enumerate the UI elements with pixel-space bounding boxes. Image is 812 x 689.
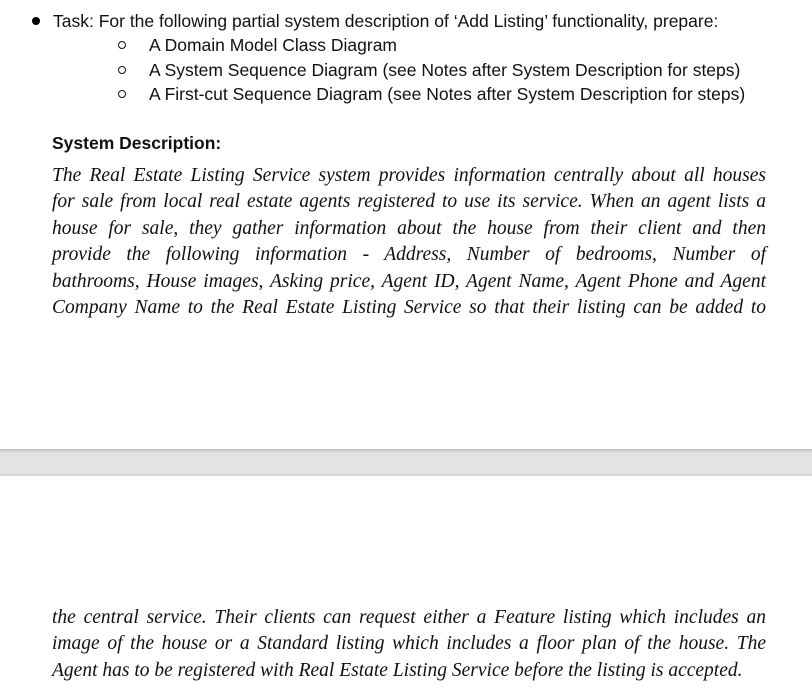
paragraph-line: the central service. Their clients can request either a Feature listing which includes an <box>52 607 766 628</box>
paragraph-line: bathrooms, House images, Asking price, Agent ID, Agent Name, Agent Phone and Agent <box>52 270 766 292</box>
sub-item-domain-model <box>116 33 806 58</box>
bullet-dot-icon <box>32 17 40 25</box>
task-text: Task: For the following partial system description of ‘Add Listing’ functionality, prepare: <box>53 11 719 31</box>
hollow-circle-bullet-icon <box>118 41 126 49</box>
section-heading: System Description: <box>52 133 222 153</box>
paragraph-line: The Real Estate Listing Service system provides information centrally about all houses <box>52 165 766 186</box>
sub-item-text: A Domain Model Class Diagram <box>149 35 398 55</box>
task-sub-list <box>116 33 806 107</box>
sub-item-first-cut-sequence <box>116 82 806 107</box>
sub-item-text: A First-cut Sequence Diagram (see Notes after System Description for steps) <box>149 84 746 104</box>
paragraph-line: provide the following information - Address, Number of bedrooms, Number of <box>52 244 766 266</box>
paragraph-line: image of the house or a Standard listing which includes a floor plan of the house. The <box>52 633 766 655</box>
paragraph-line: Company Name to the Real Estate Listing Service so that their listing can be added to <box>52 296 766 318</box>
sub-item-text: A System Sequence Diagram (see Notes after System Description for steps) <box>149 59 741 80</box>
paragraph-line: house for sale, they gather information about the house from their client and then <box>52 217 766 239</box>
hollow-circle-bullet-icon <box>118 66 126 74</box>
page-break-divider <box>0 449 812 476</box>
description-paragraph-page2 <box>52 605 766 684</box>
paragraph-line: for sale from local real estate agents registered to use its service. When an agent lists a <box>52 191 766 213</box>
hollow-circle-bullet-icon <box>118 90 126 98</box>
paragraph-line: Agent has to be registered with Real Estate Listing Service before the listing is accepted. <box>52 659 743 681</box>
description-paragraph-page1 <box>52 163 766 321</box>
sub-item-system-sequence <box>116 58 806 83</box>
